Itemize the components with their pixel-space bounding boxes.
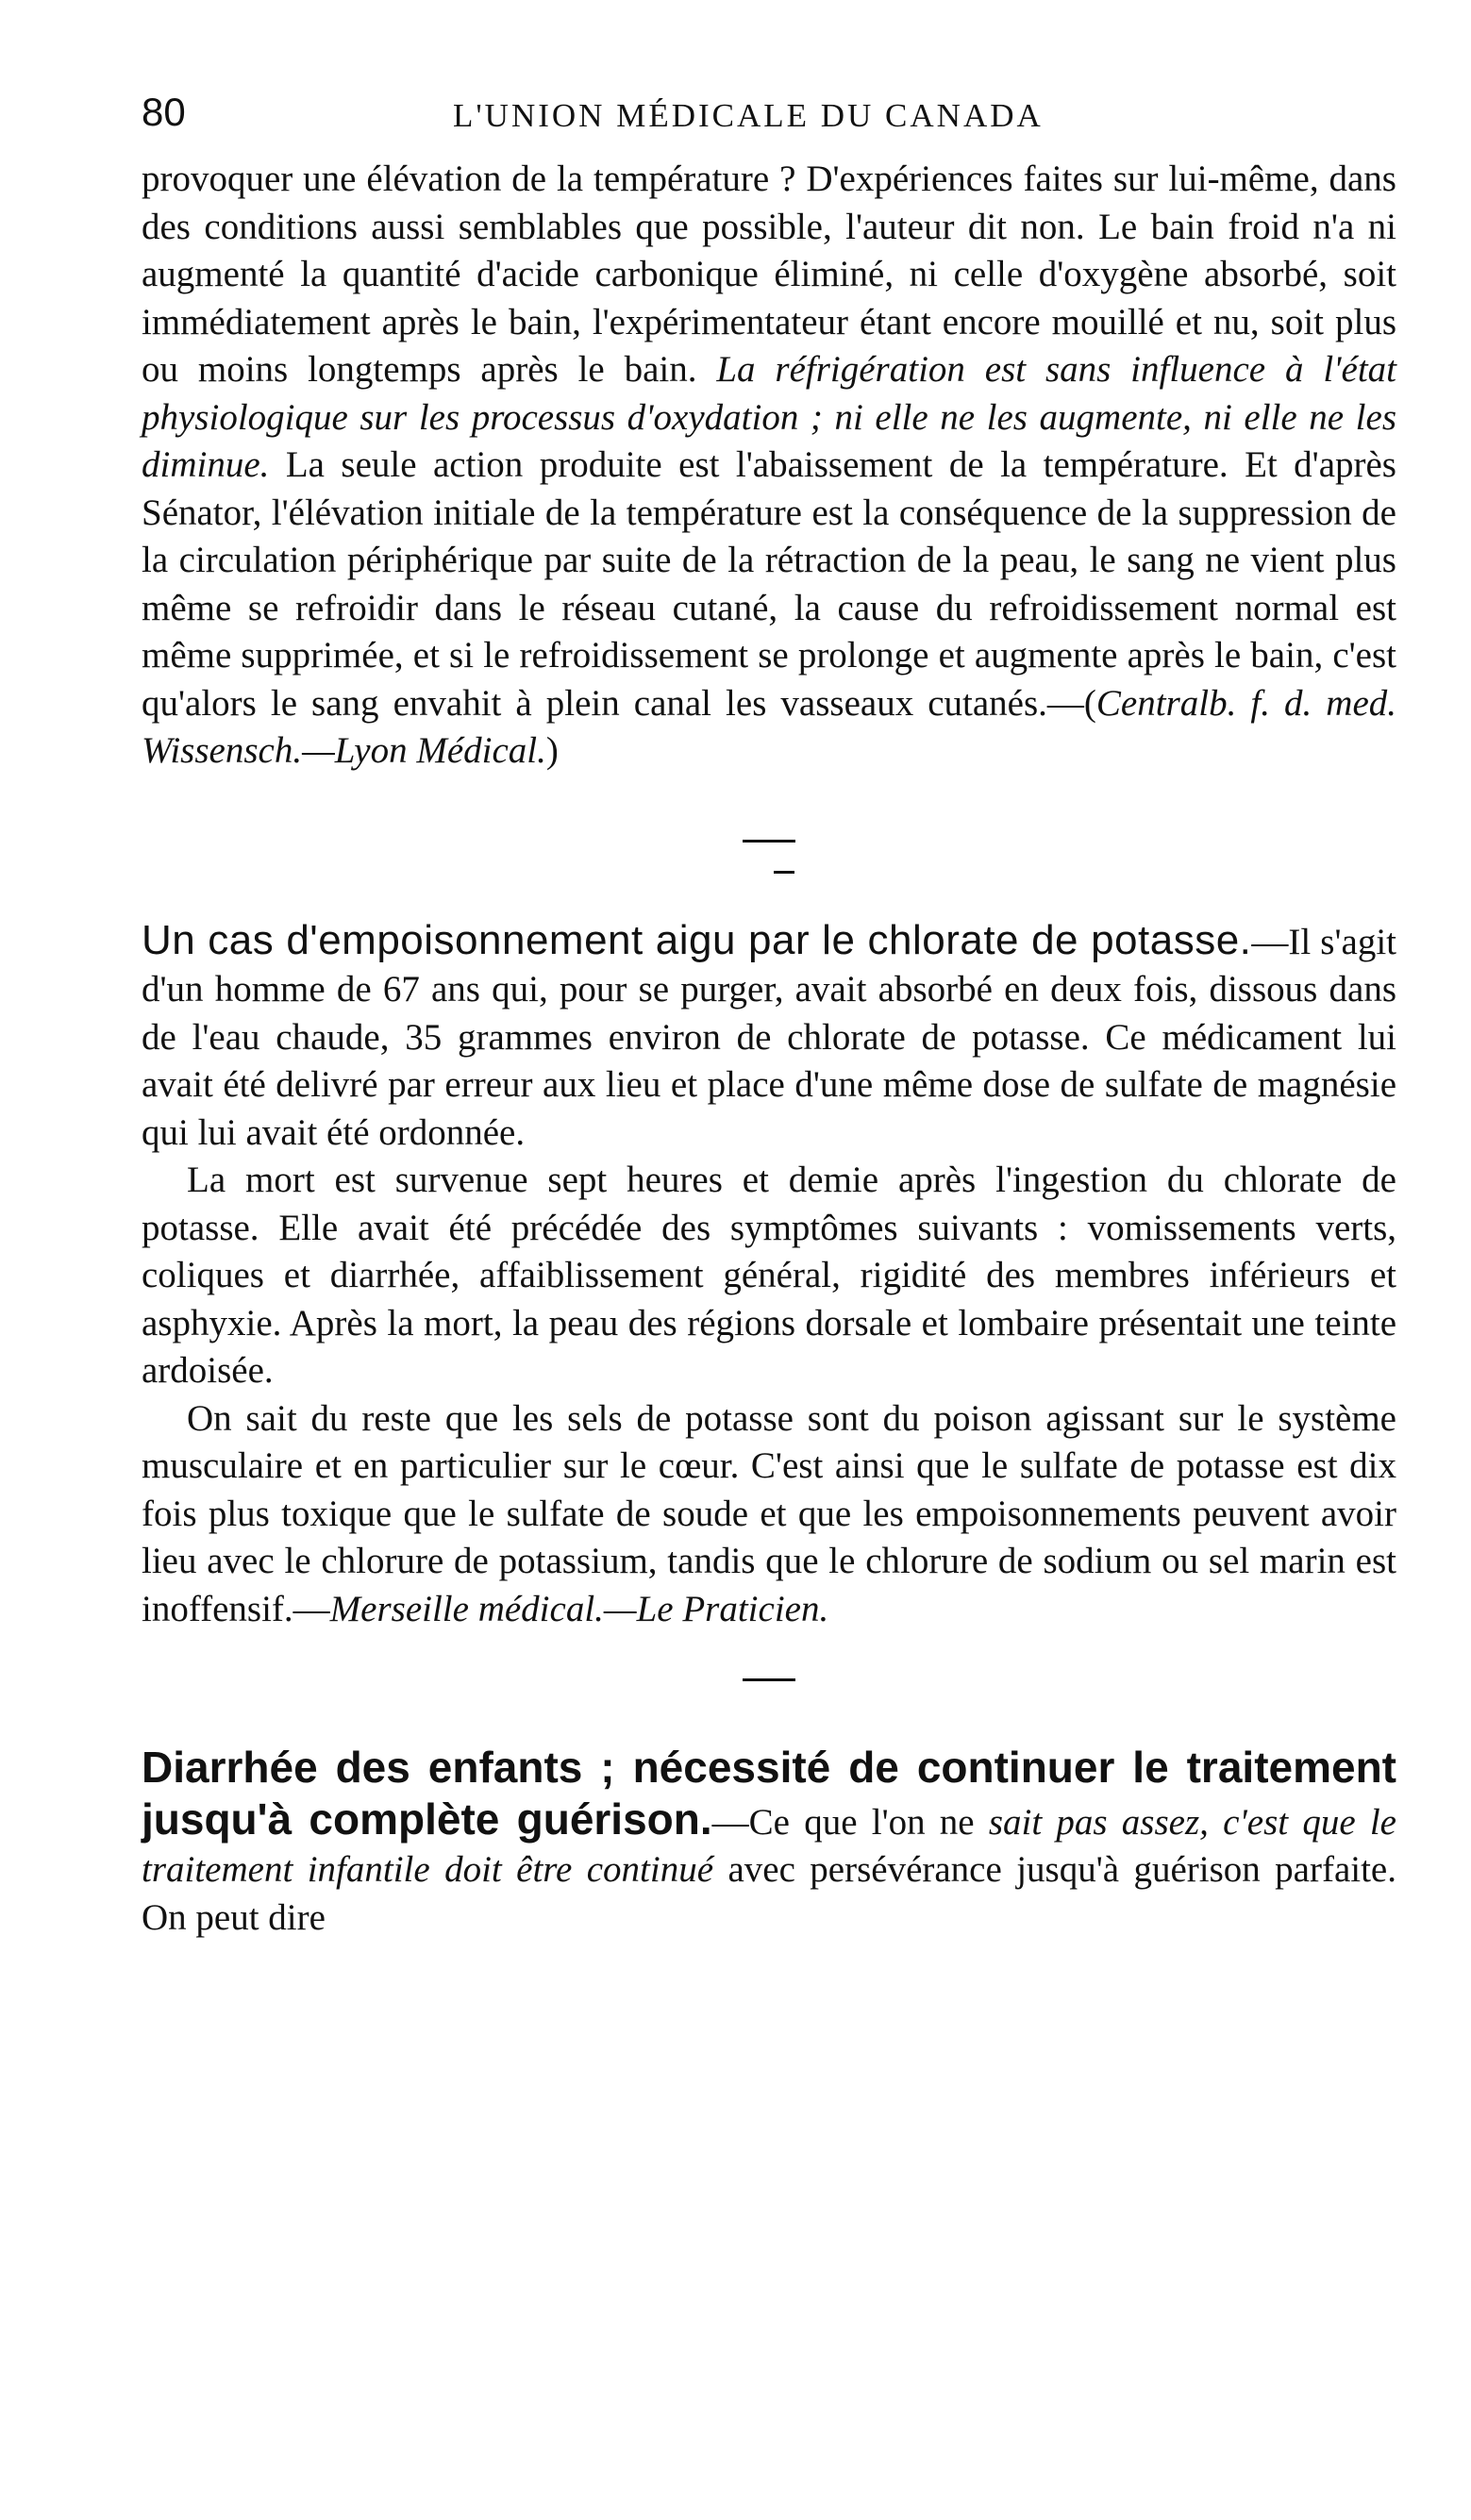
article-chlorate-paragraph-2 bbox=[142, 1157, 1396, 1395]
article-chlorate-paragraph-3 bbox=[142, 1395, 1396, 1634]
article-diarrhea-text-after: avec persévérance jusqu'à guérison parfaite. On peut dire bbox=[142, 1849, 1396, 1938]
article-chlorate-source: Merseille médical.—Le Praticien. bbox=[329, 1588, 829, 1629]
section-divider-2 bbox=[743, 1678, 795, 1681]
article-continuation-source: Centralb. f. d. med. Wissensch.—Lyon Médical. bbox=[142, 682, 1397, 771]
article-chlorate-text-3: On sait du reste que les sels de potasse sont du poison agissant sur le système musculaire et en particulier sur le cœur. C'est ainsi que le sulfate de potasse est dix fois plus toxique que le sulfate de soude et que les empoisonnements peuvent avoir lieu avec le chlorure de potassium, tandis que le chlorure de sodium ou sel marin est inoffensif.— bbox=[142, 1397, 1396, 1629]
article-chlorate-poisoning bbox=[142, 917, 1396, 1634]
article-diarrhea-italic-text: sait pas assez, c'est que le traitement infantile doit être continué bbox=[142, 1801, 1396, 1890]
article-continuation-paragraph bbox=[142, 156, 1396, 776]
document-page bbox=[142, 90, 1396, 1942]
article-continuation-source-close: ) bbox=[545, 730, 559, 771]
section-divider-mark bbox=[774, 871, 794, 874]
article-continuation-text: provoquer une élévation de la température ? D'expériences faites sur lui-même, dans des conditions aussi semblables que possible, l'auteur dit non. Le bain froid n'a ni augmenté la quantité d'acide carbonique éliminé, ni celle d'oxygène absorbé, soit immédiatement après le bain, l'expérimentateur étant encore mouillé et nu, soit plus ou moins longtemps après le bain. bbox=[142, 159, 1396, 390]
journal-title: L'UNION MÉDICALE DU CANADA bbox=[453, 97, 1044, 134]
article-chlorate-paragraph-1 bbox=[142, 917, 1396, 1158]
page-number: 80 bbox=[142, 90, 186, 134]
article-diarrhea-title: Diarrhée des enfants ; nécessité de continuer le traitement jusqu'à complète guérison. bbox=[142, 1743, 1396, 1844]
article-chlorate-text-1: —Il s'agit d'un homme de 67 ans qui, pour se purger, avait absorbé en deux fois, dissous dans de l'eau chaude, 35 grammes environ de chlorate de potasse. Ce médicament lui avait été delivré par erreur aux lieu et place d'une même dose de sulfate de magnésie qui lui avait été ordonnée. bbox=[142, 921, 1396, 1153]
article-chlorate-text-2: La mort est survenue sept heures et demie après l'ingestion du chlorate de potasse. Elle avait été précédée des symptômes suivants : vomissements verts, coliques et diarrhée, affaiblissement général, rigidité des membres inférieurs et asphyxie. Après la mort, la peau des régions dorsale et lombaire présentait une teinte ardoisée. bbox=[142, 1160, 1396, 1391]
article-diarrhea-text-dash: —Ce que l'on ne bbox=[711, 1801, 989, 1843]
article-diarrhea-paragraph bbox=[142, 1744, 1396, 1942]
article-continuation-italic-text: La réfrigération est sans influence à l'état physiologique sur les processus d'oxydation ; ni elle ne les augmente, ni elle ne les diminue. bbox=[142, 349, 1396, 485]
article-infant-diarrhea bbox=[142, 1744, 1396, 1942]
section-divider bbox=[743, 840, 795, 843]
article-continuation-text-after: La seule action produite est l'abaissement de la température. Et d'après Sénator, l'élévation initiale de la température est la conséquence de la suppression de la circulation périphérique par suite de la rétraction de la peau, le sang ne vient plus même se refroidir dans le réseau cutané, la cause du refroidissement normal est même supprimée, et si le refroidissement se prolonge et augmente après le bain, c'est qu'alors le sang envahit à plein canal les vasseaux cutanés.—( bbox=[142, 444, 1396, 724]
article-chlorate-title: Un cas d'empoisonnement aigu par le chlorate de potasse. bbox=[142, 916, 1252, 963]
running-header bbox=[142, 90, 1396, 156]
